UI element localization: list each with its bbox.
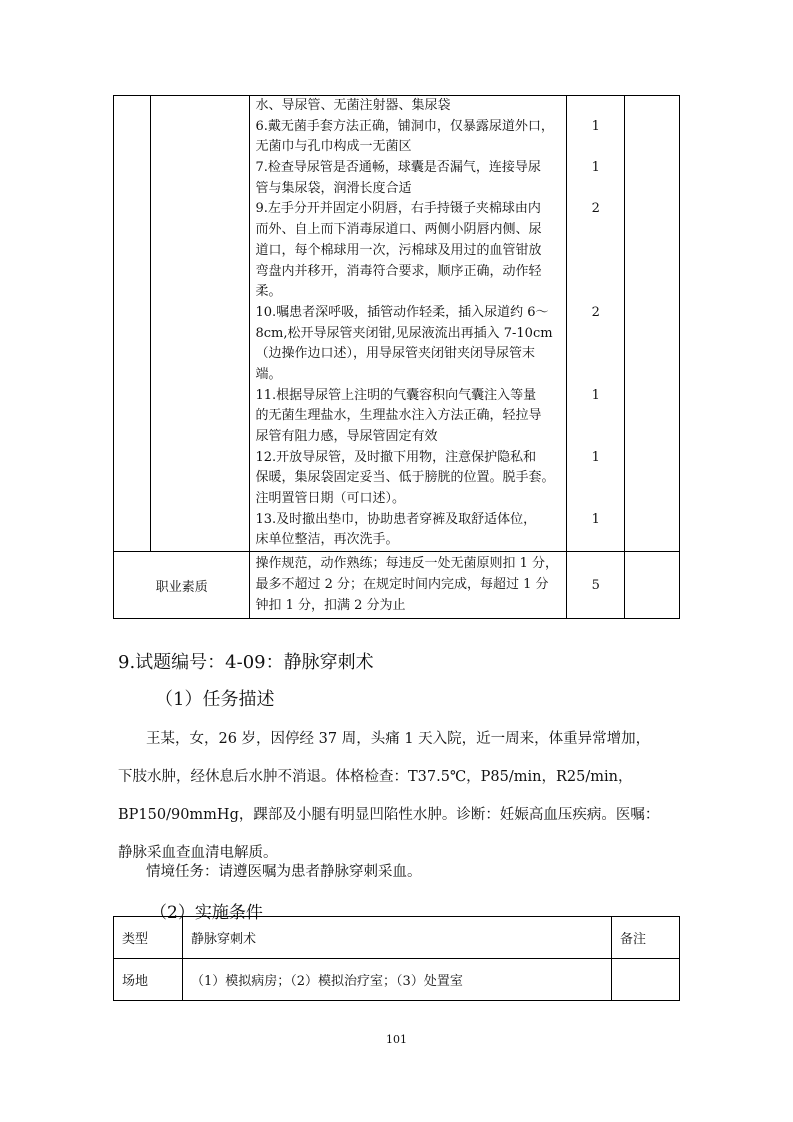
professional-row: [114, 552, 680, 619]
empty-cell: [150, 96, 250, 552]
step-score: 1: [591, 449, 600, 465]
score-spacer: [567, 220, 624, 241]
conditions-heading: （2）实施条件: [150, 903, 263, 923]
step-score: 2: [591, 304, 600, 320]
score-spacer: [567, 262, 624, 283]
step-line: 13.及时撤出垫巾，协助患者穿裤及取舒适体位，: [255, 511, 537, 527]
task-description-heading: （1）任务描述: [155, 689, 275, 710]
remarks-cell: [625, 96, 680, 552]
step-line: 道口，每个棉球用一次，污棉球及用过的血管钳放: [255, 242, 542, 258]
score-spacer: [567, 344, 624, 365]
step-score: 1: [591, 511, 600, 527]
step-line: 12.开放导尿管，及时撤下用物，注意保护隐私和: [255, 449, 537, 465]
cell-type: 场地: [114, 959, 183, 1001]
professional-label: 职业素质: [114, 552, 250, 619]
professional-line: 钟扣 1 分，扣满 2 分为止: [255, 597, 406, 613]
step-line: 床单位整洁，再次洗手。: [255, 532, 399, 548]
score-spacer: [567, 427, 624, 448]
score-spacer: [567, 365, 624, 386]
empty-cell: [114, 96, 151, 552]
page-number: 101: [386, 1033, 407, 1046]
score-spacer: [567, 406, 624, 427]
score-spacer: [567, 489, 624, 510]
step-line: 保暖，集尿袋固定妥当、低于膀胱的位置。脱手套。: [255, 470, 555, 486]
header-item: 静脉穿刺术: [183, 917, 612, 959]
step-line: 端。: [255, 366, 282, 382]
score-spacer: [567, 530, 624, 551]
step-score: 1: [591, 118, 600, 134]
paragraph-line: 静脉采血查血清电解质。: [118, 845, 278, 861]
score-spacer: [567, 282, 624, 303]
step-line: 水、导尿管、无菌注射器、集尿袋: [255, 98, 451, 113]
steps-score-cell: [567, 96, 625, 552]
score-spacer: [567, 241, 624, 262]
professional-line: 操作规范，动作熟练；每违反一处无菌原则扣 1 分，: [255, 556, 559, 572]
step-line: 无菌巾与孔巾构成一无菌区: [255, 139, 412, 155]
paragraph-line: BP150/90mmHg，踝部及小腿有明显凹陷性水肿。诊断：妊娠高血压疾病。医嘱：: [118, 807, 660, 823]
header-type: 类型: [114, 917, 183, 959]
step-line: 6.戴无菌手套方法正确，铺洞巾，仅暴露尿道外口，: [255, 118, 554, 134]
professional-score: 5: [567, 552, 625, 619]
step-score: 1: [591, 387, 600, 403]
step-line: 柔。: [255, 284, 282, 300]
step-line: （边操作边口述），用导尿管夹闭钳夹闭导尿管末: [255, 346, 535, 362]
table-row: [114, 959, 680, 1001]
step-line: 弯盘内并移开，消毒符合要求，顺序正确，动作轻: [255, 263, 542, 279]
paragraph-line: 王某，女，26 岁，因停经 37 周，头痛 1 天入院，近一周来，体重异常增加，: [146, 731, 651, 747]
step-line: 10.嘱患者深呼吸，插管动作轻柔，插入尿道约 6～: [255, 304, 549, 320]
task-line: 情境任务：请遵医嘱为患者静脉穿刺采血。: [146, 864, 422, 880]
score-table: [113, 95, 680, 619]
header-remarks: 备注: [612, 917, 680, 959]
step-line: 7.检查导尿管是否通畅，球囊是否漏气，连接导尿: [255, 160, 541, 176]
header-row: [114, 917, 680, 959]
score-spacer: [567, 137, 624, 158]
step-score: 2: [591, 201, 600, 217]
score-spacer: [567, 468, 624, 489]
score-spacer: [567, 179, 624, 200]
step-line: 注明置管日期（可口述）。: [255, 491, 405, 507]
step-line: 的无菌生理盐水，生理盐水注入方法正确，轻拉导: [255, 408, 542, 424]
section-title: 9.试题编号：4-09：静脉穿刺术: [118, 652, 374, 673]
cell-remarks: [612, 959, 680, 1001]
steps-row: [114, 96, 680, 552]
paragraph-line: 下肢水肿，经休息后水肿不消退。体格检查：T37.5℃，P85/min，R25/min，: [118, 769, 633, 785]
professional-line: 最多不超过 2 分；在规定时间内完成，每超过 1 分: [255, 576, 549, 592]
step-line: 9.左手分开并固定小阴唇，右手持镊子夹棉球由内: [255, 201, 541, 217]
step-line: 11.根据导尿管上注明的气囊容积向气囊注入等量: [255, 387, 537, 403]
cell-content: （1）模拟病房；（2）模拟治疗室；（3）处置室: [183, 959, 612, 1001]
conditions-table: [113, 916, 680, 1001]
step-line: 而外、自上而下消毒尿道口、两侧小阴唇内侧、尿: [255, 222, 542, 238]
step-line: 8cm,松开导尿管夹闭钳,见尿液流出再插入 7-10cm: [255, 325, 553, 341]
step-line: 尿管有阻力感，导尿管固定有效: [255, 429, 438, 444]
step-score: [567, 96, 624, 117]
professional-text-cell: [250, 552, 567, 619]
remarks-cell: [625, 552, 680, 619]
steps-text-cell: [250, 96, 567, 552]
step-line: 管与集尿袋，润滑长度合适: [255, 180, 412, 196]
step-score: 1: [591, 160, 600, 176]
score-spacer: [567, 324, 624, 345]
